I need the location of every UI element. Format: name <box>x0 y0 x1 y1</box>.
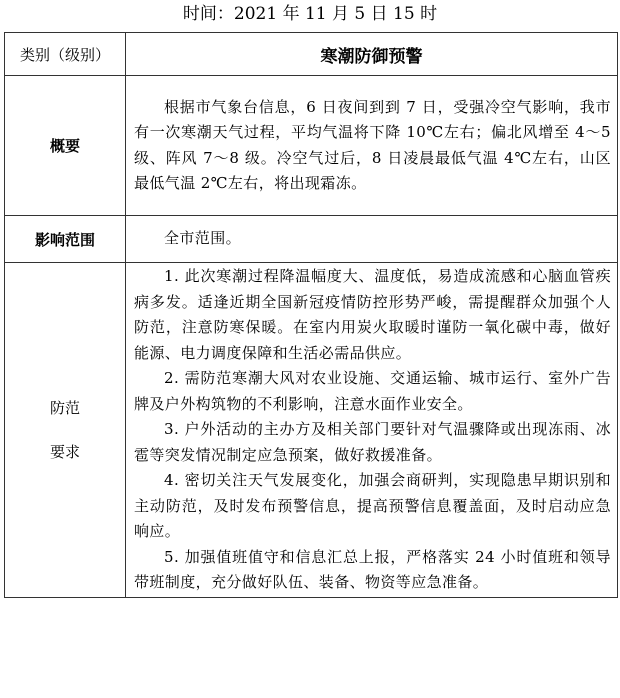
header-row <box>5 33 618 76</box>
warning-title: 寒潮防御预警 <box>126 33 618 76</box>
scope-text: 全市范围。 <box>164 229 242 248</box>
requirement-item-5: 5. 加强值班值守和信息汇总上报，严格落实 24 小时值班和领导带班制度，充分做好队伍、装备、物资等应急准备。 <box>134 547 611 591</box>
overview-label: 概要 <box>5 76 126 216</box>
overview-cell <box>126 76 618 216</box>
requirement-item-1: 1. 此次寒潮过程降温幅度大、温度低，易造成流感和心脑血管疾病多发。适逢近期全国新冠疫情防控形势严峻，需提醒群众加强个人防范，注意防寒保暖。在室内用炭火取暖时谨防一氧化碳中毒，做好能源、电力调度保障和生活必需品供应。 <box>134 267 611 362</box>
requirement-item-4: 4. 密切关注天气发展变化，加强会商研判，实现隐患早期识别和主动防范，及时发布预警信息，提高预警信息覆盖面，及时启动应急响应。 <box>134 471 611 540</box>
warning-table <box>4 32 618 598</box>
scope-row <box>5 216 618 263</box>
overview-row <box>5 76 618 216</box>
requirements-cell <box>126 263 618 598</box>
requirements-label-line2: 要求 <box>49 442 80 461</box>
requirement-item-2: 2. 需防范寒潮大风对农业设施、交通运输、城市运行、室外广告牌及户外构筑物的不利影响，注意水面作业安全。 <box>134 369 611 413</box>
scope-label: 影响范围 <box>5 216 126 263</box>
requirements-label-line1: 防范 <box>49 398 80 417</box>
requirements-row <box>5 263 618 598</box>
category-label: 类别（级别） <box>5 33 126 76</box>
requirements-label <box>5 263 126 598</box>
scope-cell <box>126 216 618 263</box>
overview-text: 根据市气象台信息，6 日夜间到到 7 日，受强冷空气影响，我市有一次寒潮天气过程，平均气温将下降 10℃左右；偏北风增至 4～5 级、阵风 7～8 级。冷空气过后，8 日凌晨最低气温 4℃左右，山区最低气温 2℃左右，将出现霜冻。 <box>134 97 611 192</box>
issue-time: 时间：2021 年 11 月 5 日 15 时 <box>182 4 438 24</box>
requirement-item-3: 3. 户外活动的主办方及相关部门要针对气温骤降或出现冻雨、冰雹等突发情况制定应急预案，做好救援准备。 <box>134 420 611 464</box>
